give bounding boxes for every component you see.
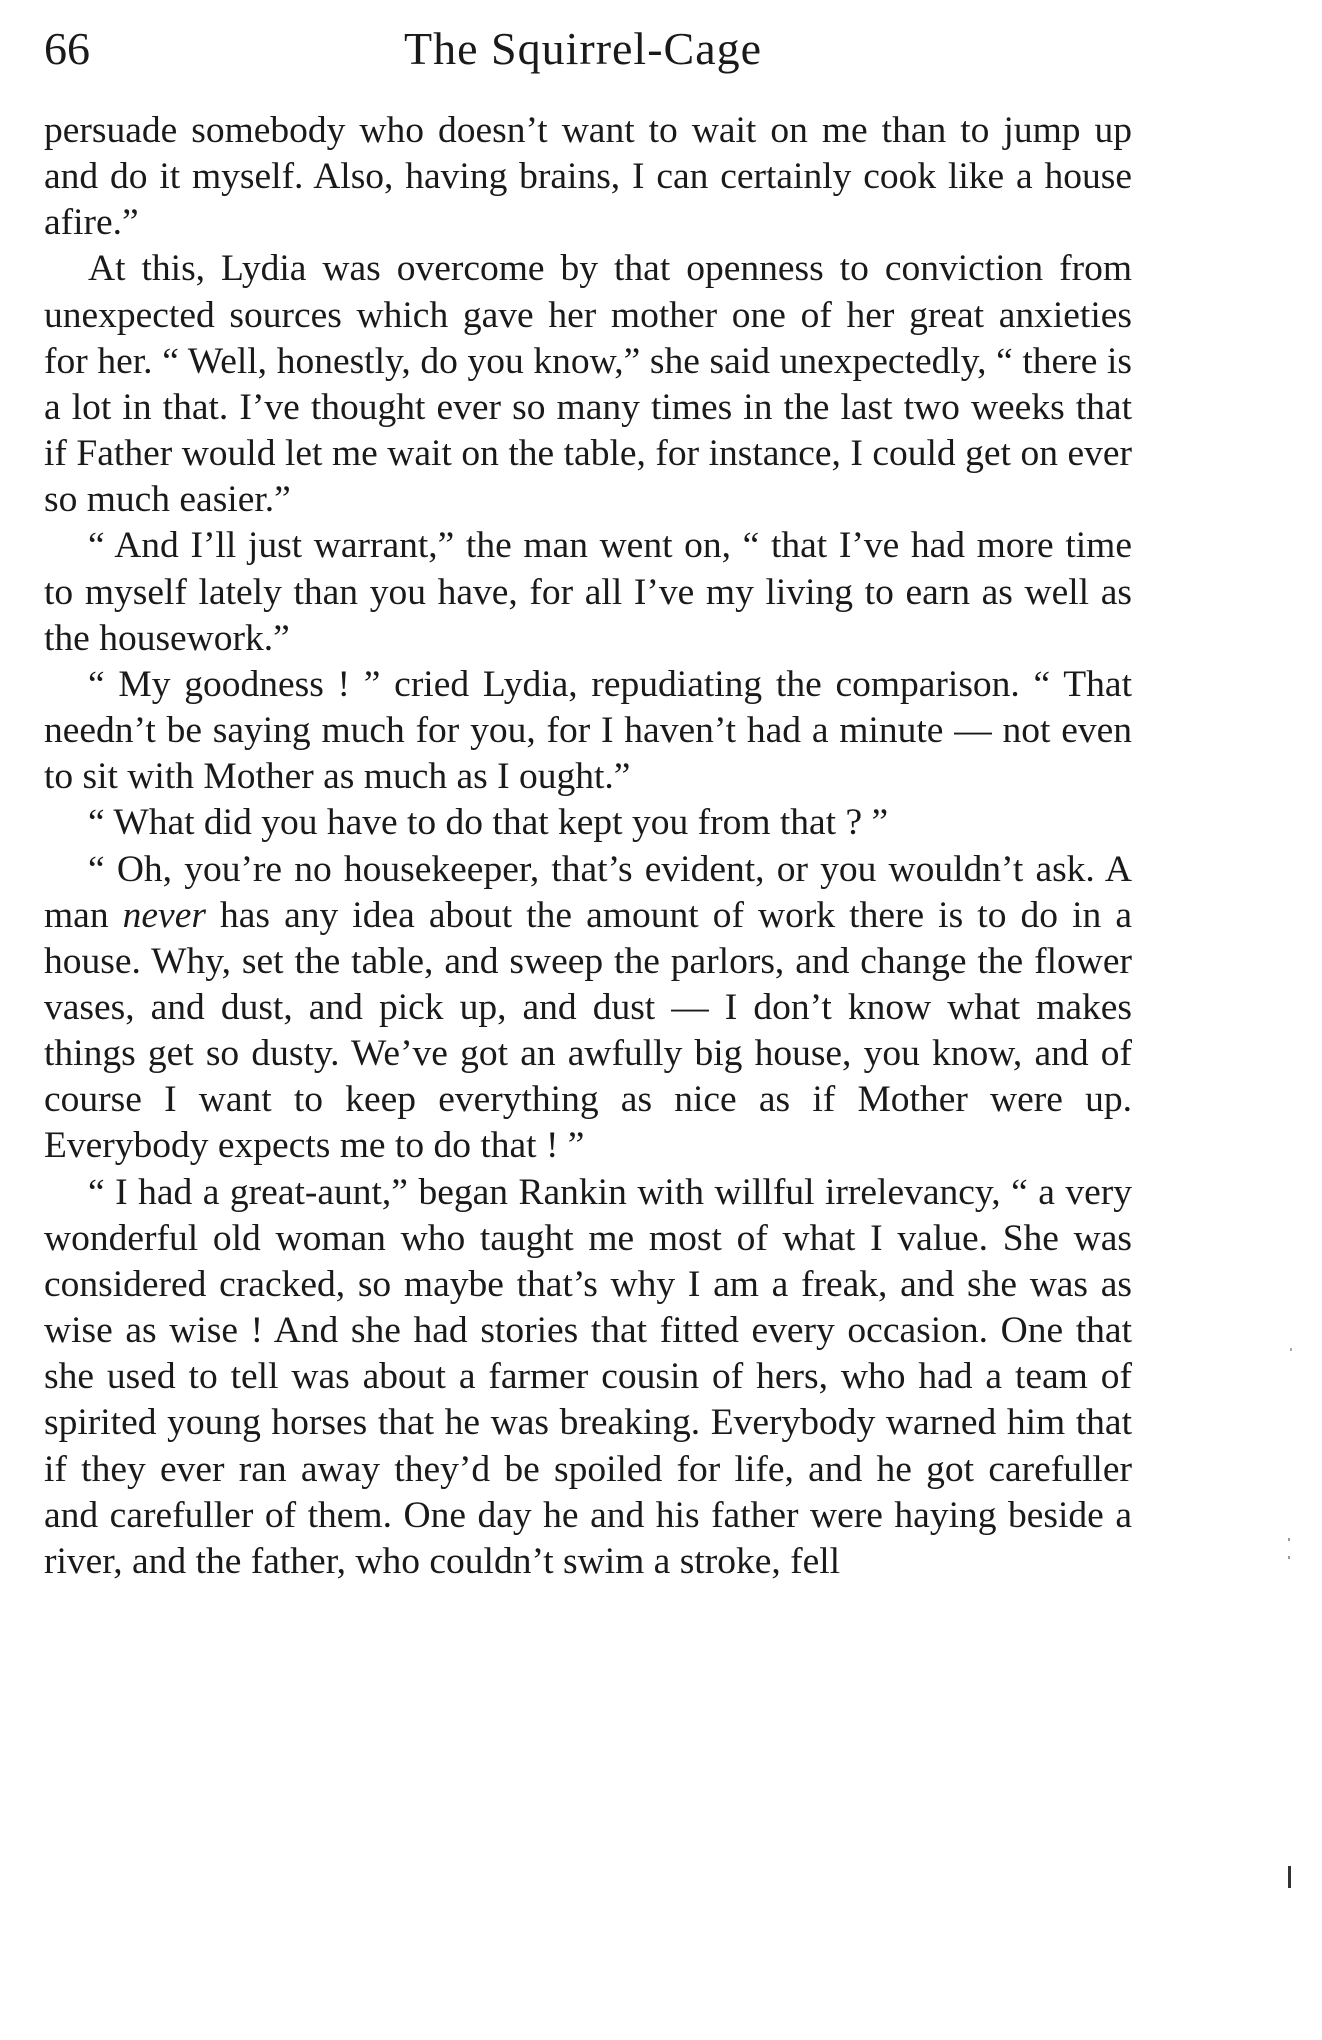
margin-speck (1288, 1538, 1290, 1541)
paragraph: “ And I’ll just warrant,” the man went on, “ that I’ve had more time to myself lately than you have, for all I’ve my living to earn as well as the housework.” (44, 525, 1132, 659)
page-number: 66 (44, 23, 90, 74)
margin-speck (1290, 1348, 1292, 1351)
paragraph-text: “ Oh, you’re no housekeeper, that’s evident, or you wouldn’t ask. A man (44, 848, 1132, 936)
paragraph: “ What did you have to do that kept you from that ? ” (88, 802, 889, 844)
paragraph: “ I had a great-aunt,” began Rankin with willful irrelevancy, “ a very wonderful old woman who taught me most of what I value. She was considered cracked, so maybe that’s why I am a freak, and she was as wise as wise ! And she had stories that fitted every occasion. One that she used to tell was about a farmer cousin of hers, who had a team of spirited young horses that he was breaking. Everybody warned him that if they ever ran away they’d be spoiled for life, and he got carefuller and carefuller of them. One day he and his father were haying beside a river, and the father, who couldn’t swim a stroke, fell (44, 1171, 1132, 1582)
paragraph-continued: persuade somebody who doesn’t want to wait on me than to jump up and do it myself. Also, having brains, I can certainly cook like a house afire.” (44, 110, 1132, 244)
paragraph-text: has any idea about the amount of work there is to do in a house. Why, set the table, and sweep the parlors, and change the flower vases, and dust, and pick up, and dust — I don’t know what makes things get so dusty. We’ve got an awfully big house, you know, and of course I want to keep everything as nice as if Mother were up. Everybody expects me to do that ! ” (44, 894, 1132, 1167)
running-title: The Squirrel-Cage (404, 23, 763, 74)
paragraph: At this, Lydia was overcome by that openness to conviction from unexpected sources which gave her mother one of her great anxieties for her. “ Well, honestly, do you know,” she said unexpectedly, “ there is a lot in that. I’ve thought ever so many times in the last two weeks that if Father would let me wait on the table, for instance, I could get on ever so much easier.” (44, 248, 1132, 521)
body-text (44, 108, 1132, 1585)
margin-speck (1288, 1556, 1290, 1559)
margin-mark (1288, 1866, 1291, 1888)
paragraph (44, 847, 1132, 1170)
paragraph: “ My goodness ! ” cried Lydia, repudiating the comparison. “ That needn’t be saying much for you, for I haven’t had a minute — not even to sit with Mother as much as I ought.” (44, 663, 1132, 798)
running-head (44, 14, 1128, 84)
emphasized-word: never (122, 894, 206, 936)
